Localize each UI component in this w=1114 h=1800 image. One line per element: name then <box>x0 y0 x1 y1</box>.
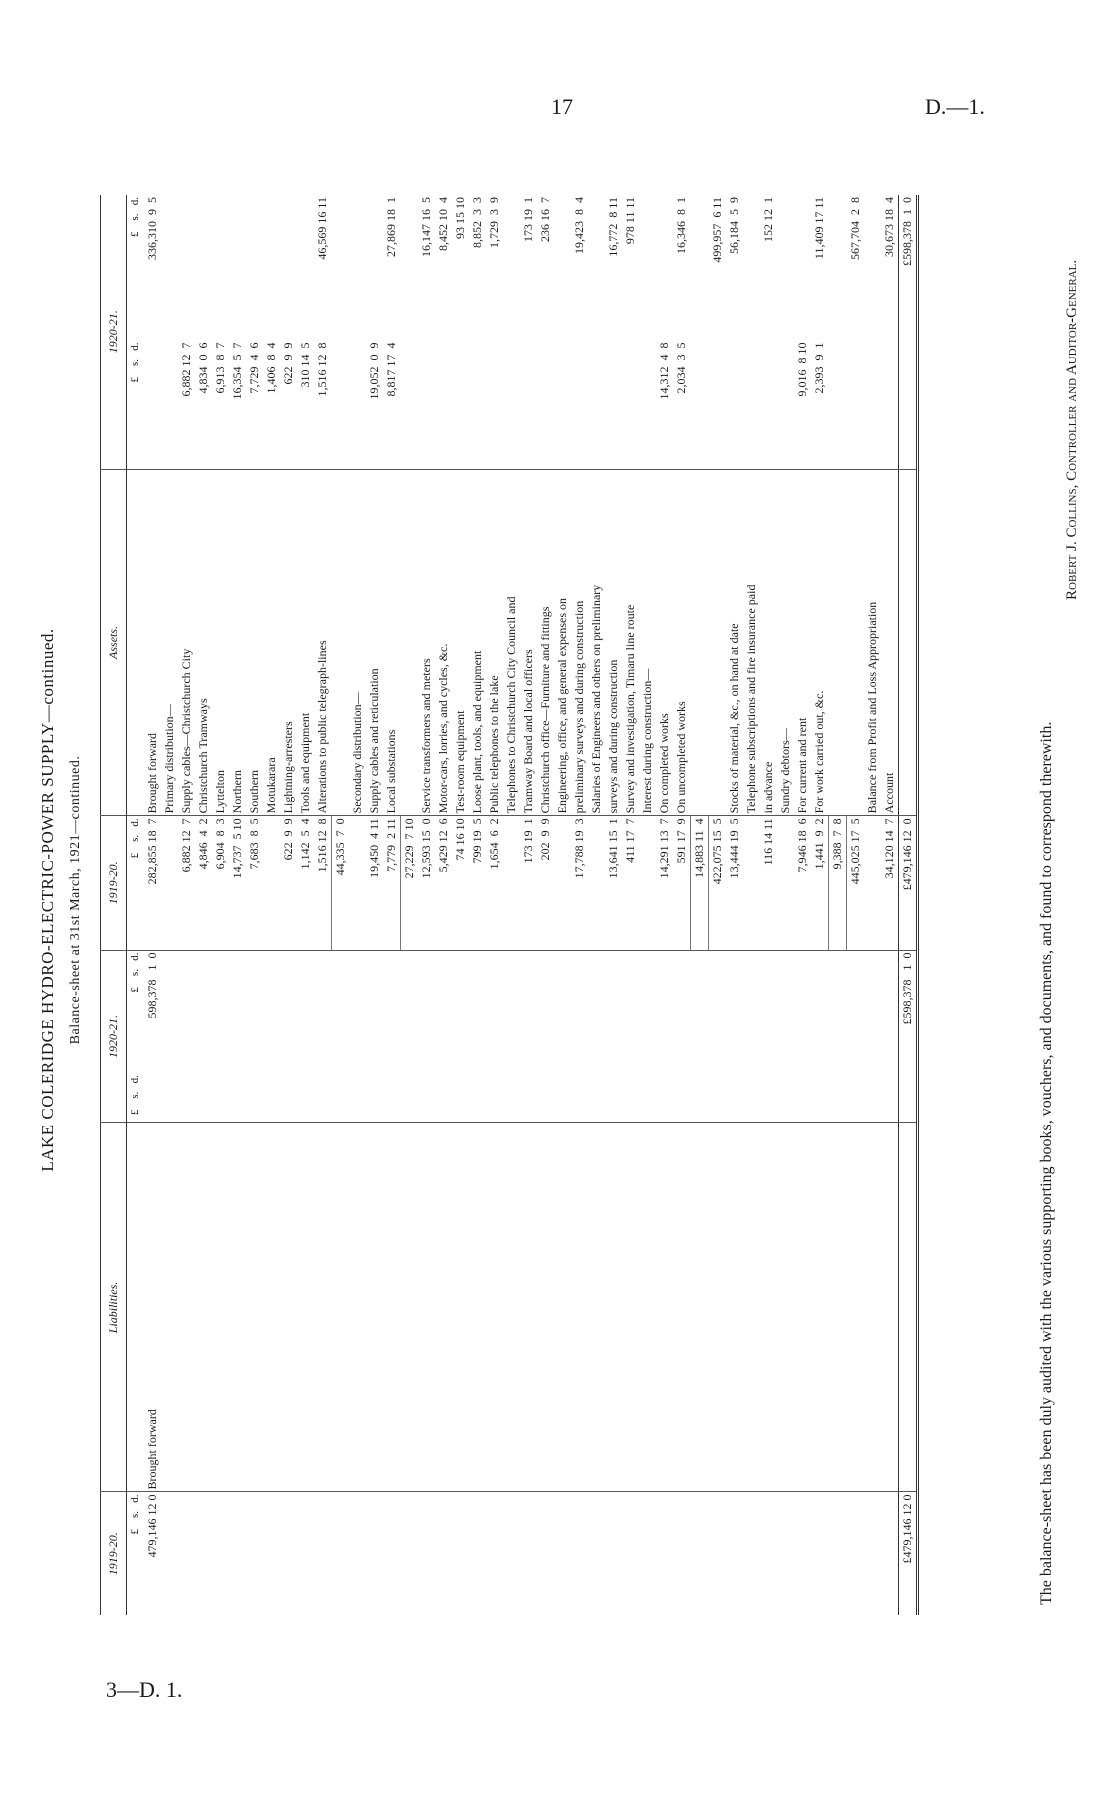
asset-subamount-1921: 6,882 12 7 <box>179 342 193 397</box>
asset-label: Supply cables—Christchurch City <box>178 469 195 816</box>
document-reference: D.—1. <box>925 94 985 119</box>
header-row <box>101 195 127 1615</box>
asset-amount-1921: 19,423 8 4 <box>572 197 586 254</box>
asset-row <box>486 195 503 1615</box>
asset-row <box>777 195 794 1615</box>
asset-amount-1921: 46,569 16 11 <box>315 197 329 260</box>
asset-row <box>622 195 639 1615</box>
asset-subamount-1921 <box>486 340 503 469</box>
asset-amount-1921: 16,147 16 5 <box>419 197 433 257</box>
asset-row <box>297 195 314 1615</box>
asset-label: Alterations to public telegraph-lines <box>314 469 332 816</box>
asset-label: Service transformers and meters <box>418 469 435 816</box>
asset-amount-1921 <box>246 195 263 340</box>
asset-subamount-1921: 310 14 5 <box>298 342 312 388</box>
asset-1921-header: 1920-21. <box>101 195 127 469</box>
asset-row <box>881 195 899 1615</box>
asset-label: Balance from Profit and Loss Appropriation <box>864 469 881 816</box>
asset-amount-1920: 1,654 6 2 <box>486 816 503 950</box>
unit-label: £ s. d. <box>127 816 145 950</box>
asset-subamount-1921: 7,729 4 6 <box>247 342 261 394</box>
asset-amount-1920: 13,641 15 1 <box>605 816 622 950</box>
asset-row <box>144 195 161 1615</box>
asset-amount-1921: 499,957 6 11 <box>709 197 724 263</box>
asset-label: On completed works <box>656 469 673 816</box>
asset-row <box>503 195 520 1615</box>
totals-row <box>899 195 918 1615</box>
asset-amount-1921 <box>656 195 673 340</box>
asset-row <box>418 195 435 1615</box>
liab-total-1920: £479,146 12 0 <box>899 1492 918 1615</box>
asset-row <box>263 195 280 1615</box>
asset-amount-1920 <box>588 816 605 950</box>
sheet-title: LAKE COLERIDGE HYDRO-ELECTRIC-POWER SUPPLY—continued. <box>38 628 57 1172</box>
asset-subamount-1921 <box>639 340 656 469</box>
asset-subamount-1921 <box>554 340 571 469</box>
asset-row <box>435 195 452 1615</box>
asset-subamount-1921: 19,052 0 9 <box>367 342 381 400</box>
asset-amount-1921 <box>639 195 656 340</box>
asset-amount-1921 <box>401 195 419 340</box>
asset-subamount-1921 <box>881 340 899 469</box>
asset-amount-1920: 622 9 9 <box>280 816 297 950</box>
asset-amount-1921 <box>864 195 881 340</box>
asset-amount-1920: 34,120 14 7 <box>881 816 899 950</box>
asset-row <box>571 195 588 1615</box>
asset-amount-1921 <box>229 195 246 340</box>
asset-subamount-1921 <box>571 340 588 469</box>
asset-label: Secondary distribution— <box>349 469 366 816</box>
asset-subamount-1921 <box>709 340 727 469</box>
asset-row <box>554 195 571 1615</box>
asset-row <box>709 195 727 1615</box>
asset-label <box>709 469 727 816</box>
asset-row <box>811 195 829 1615</box>
asset-amount-1920: 13,444 19 5 <box>726 816 743 950</box>
unit-label: £ s. d. <box>129 197 141 238</box>
asset-amount-1920: 6,882 12 7 <box>178 816 195 950</box>
asset-label: preliminary surveys and during construction <box>571 469 588 816</box>
asset-subamount-1921 <box>726 340 743 469</box>
asset-amount-1921 <box>280 195 297 340</box>
asset-amount-1920: 27,229 7 10 <box>401 816 419 950</box>
asset-label: Supply cables and reticulation <box>366 469 383 816</box>
asset-label: Christchurch office—Furniture and fittings <box>537 469 554 816</box>
asset-amount-1921: 27,869 18 1 <box>384 197 398 257</box>
asset-label: Motor-cars, lorries, and cycles, &c. <box>435 469 452 816</box>
asset-row <box>864 195 881 1615</box>
asset-amount-1921: 567,704 2 8 <box>847 197 862 260</box>
asset-row <box>639 195 656 1615</box>
asset-amount-1920: 116 14 11 <box>760 816 777 950</box>
asset-label: For work carried out, &c. <box>811 469 829 816</box>
asset-row <box>691 195 709 1615</box>
asset-label: Tools and equipment <box>297 469 314 816</box>
asset-amount-1920: 202 9 9 <box>537 816 554 950</box>
asset-amount-1921 <box>332 195 350 340</box>
asset-row <box>537 195 554 1615</box>
asset-subamount-1921: 2,393 9 1 <box>812 342 826 394</box>
asset-amount-1921: 16,346 8 1 <box>674 197 688 254</box>
asset-row <box>229 195 246 1615</box>
asset-subamount-1921: 1,406 8 4 <box>264 342 278 394</box>
asset-amount-1920 <box>503 816 520 950</box>
unit-label: £ s. d. <box>129 342 141 383</box>
asset-amount-1921: 236 16 7 <box>538 197 552 242</box>
asset-label <box>829 469 847 816</box>
asset-row <box>246 195 263 1615</box>
page-number: 17 <box>551 94 573 119</box>
assets-header: Assets. <box>101 469 127 816</box>
asset-label: Southern <box>246 469 263 816</box>
asset-subamount-1921: 4,834 0 6 <box>196 342 210 394</box>
asset-label: Primary distribution— <box>161 469 178 816</box>
asset-amount-1920: 7,946 18 6 <box>794 816 811 950</box>
asset-subamount-1921 <box>418 340 435 469</box>
asset-amount-1921 <box>829 195 847 340</box>
asset-label <box>847 469 865 816</box>
asset-row <box>588 195 605 1615</box>
liabilities-header: Liabilities. <box>101 1123 127 1492</box>
asset-amount-1921: 1,729 3 9 <box>487 197 501 248</box>
asset-row <box>743 195 760 1615</box>
asset-amount-1920: 14,291 13 7 <box>656 816 673 950</box>
asset-amount-1920: 14,737 5 10 <box>229 816 246 950</box>
asset-subamount-1921: 6,913 8 7 <box>213 342 227 394</box>
asset-subamount-1921: 1,516 12 8 <box>315 342 329 397</box>
asset-amount-1921: 978 11 11 <box>623 197 637 245</box>
balance-sheet-table <box>100 195 919 1615</box>
asset-amount-1921 <box>794 195 811 340</box>
asset-amount-1920: 173 19 1 <box>520 816 537 950</box>
asset-row <box>452 195 469 1615</box>
asset-row <box>469 195 486 1615</box>
asset-label: Northern <box>229 469 246 816</box>
asset-row <box>349 195 366 1615</box>
asset-amount-1921 <box>588 195 605 340</box>
asset-row <box>829 195 847 1615</box>
asset-label: Tramway Board and local officers <box>520 469 537 816</box>
asset-1920-header: 1919-20. <box>101 816 127 950</box>
asset-amount-1921 <box>263 195 280 340</box>
asset-amount-1920: 4,846 4 2 <box>195 816 212 950</box>
asset-subamount-1921: 9,016 8 10 <box>795 342 809 397</box>
asset-amount-1921: 336,310 9 5 <box>145 197 159 260</box>
asset-subamount-1921 <box>829 340 847 469</box>
asset-subamount-1921 <box>588 340 605 469</box>
asset-amount-1920: 1,441 9 2 <box>811 816 829 950</box>
asset-amount-1921 <box>349 195 366 340</box>
asset-row <box>366 195 383 1615</box>
asset-label <box>691 469 709 816</box>
auditor-signature: Robert J. Collins, Controller and Auditor-General. <box>1064 259 1080 600</box>
asset-subamount-1921 <box>503 340 520 469</box>
unit-label: £ s. d. <box>127 1492 145 1615</box>
asset-subamount-1921 <box>144 340 161 469</box>
asset-amount-1921 <box>743 195 760 340</box>
asset-amount-1921: 173 19 1 <box>521 197 535 242</box>
asset-amount-1921 <box>178 195 195 340</box>
asset-label <box>401 469 419 816</box>
asset-amount-1920: 591 17 9 <box>673 816 691 950</box>
asset-amount-1920: 17,788 19 3 <box>571 816 588 950</box>
asset-label: Stocks of material, &c., on hand at date <box>726 469 743 816</box>
audit-statement: The balance-sheet has been duly audited with the various supporting books, vouchers, and documents, and found to correspond therewith. <box>1038 721 1055 1605</box>
liab-total-1921: £598,378 1 0 <box>899 950 918 1073</box>
asset-subamount-1921 <box>743 340 760 469</box>
asset-row <box>195 195 212 1615</box>
asset-amount-1920 <box>263 816 280 950</box>
asset-amount-1920: 44,335 7 0 <box>332 816 350 950</box>
asset-amount-1920: 422,075 15 5 <box>709 816 727 950</box>
asset-subamount-1921 <box>691 340 709 469</box>
asset-amount-1920: 1,516 12 8 <box>314 816 332 950</box>
asset-subamount-1921: 2,034 3 5 <box>674 342 688 394</box>
asset-amount-1920 <box>554 816 571 950</box>
asset-label: Test-room equipment <box>452 469 469 816</box>
asset-label: Engineering, office, and general expenses on <box>554 469 571 816</box>
asset-subamount-1921: 14,312 4 8 <box>657 342 671 400</box>
asset-amount-1920: 7,779 2 11 <box>383 816 401 950</box>
asset-amount-1921 <box>195 195 212 340</box>
asset-amount-1920: 12,593 15 0 <box>418 816 435 950</box>
asset-subamount-1921 <box>401 340 419 469</box>
unit-label: £ s. d. <box>127 950 145 1073</box>
sheet-subtitle: Balance-sheet at 31st March, 1921—continued. <box>68 755 83 1045</box>
asset-amount-1920 <box>349 816 366 950</box>
asset-row <box>520 195 537 1615</box>
asset-subamount-1921 <box>847 340 865 469</box>
unit-label: £ s. d. <box>129 1075 141 1116</box>
asset-amount-1920: 9,388 7 8 <box>829 816 847 950</box>
asset-label: Telephones to Christchurch City Council and <box>503 469 520 816</box>
liab-bf-1920: 479,146 12 0 <box>144 1492 161 1615</box>
asset-subamount-1921 <box>864 340 881 469</box>
asset-subamount-1921 <box>452 340 469 469</box>
liab-bf-1921: 598,378 1 0 <box>144 950 161 1073</box>
asset-amount-1920: 1,142 5 4 <box>297 816 314 950</box>
asset-amount-1921 <box>777 195 794 340</box>
asset-amount-1921 <box>212 195 229 340</box>
asset-row <box>314 195 332 1615</box>
asset-label: Christchurch Tramways <box>195 469 212 816</box>
asset-subamount-1921 <box>777 340 794 469</box>
asset-label: Lyttelton <box>212 469 229 816</box>
asset-row <box>212 195 229 1615</box>
asset-label: Motukarara <box>263 469 280 816</box>
asset-amount-1921: 30,673 18 4 <box>882 197 896 257</box>
asset-subamount-1921 <box>161 340 178 469</box>
asset-row <box>847 195 865 1615</box>
asset-amount-1920 <box>161 816 178 950</box>
asset-label: Account <box>881 469 899 816</box>
asset-amount-1920 <box>777 816 794 950</box>
liab-1920-header: 1919-20. <box>101 1492 127 1615</box>
asset-amount-1921 <box>691 195 709 340</box>
units-row <box>127 195 145 1615</box>
asset-row <box>726 195 743 1615</box>
asset-amount-1921 <box>554 195 571 340</box>
asset-subamount-1921 <box>469 340 486 469</box>
asset-label: Local substations <box>383 469 401 816</box>
liab-bf-label: Brought forward <box>144 1123 161 1492</box>
liab-1921-header: 1920-21. <box>101 950 127 1123</box>
asset-amount-1920: 74 16 10 <box>452 816 469 950</box>
asset-row <box>383 195 401 1615</box>
asset-amount-1921 <box>297 195 314 340</box>
asset-subamount-1921 <box>760 340 777 469</box>
asset-subamount-1921: 622 9 9 <box>281 342 295 385</box>
asset-label: For current and rent <box>794 469 811 816</box>
asset-row <box>161 195 178 1615</box>
asset-amount-1920: 19,450 4 11 <box>366 816 383 950</box>
asset-subamount-1921 <box>520 340 537 469</box>
asset-subamount-1921 <box>332 340 350 469</box>
asset-row <box>332 195 350 1615</box>
asset-subamount-1921 <box>349 340 366 469</box>
asset-label: Telephone subscriptions and fire insurance paid <box>743 469 760 816</box>
asset-subamount-1921 <box>622 340 639 469</box>
asset-amount-1920 <box>743 816 760 950</box>
asset-label: Salaries of Engineers and others on preliminary <box>588 469 605 816</box>
asset-label: Public telephones to the lake <box>486 469 503 816</box>
asset-label: Interest during construction— <box>639 469 656 816</box>
asset-subamount-1921: 16,354 5 7 <box>230 342 244 400</box>
asset-row <box>178 195 195 1615</box>
asset-row <box>605 195 622 1615</box>
asset-row <box>760 195 777 1615</box>
asset-amount-1921 <box>503 195 520 340</box>
asset-row <box>656 195 673 1615</box>
asset-amount-1920: 5,429 12 6 <box>435 816 452 950</box>
asset-amount-1920 <box>639 816 656 950</box>
asset-amount-1920: 14,883 11 4 <box>691 816 709 950</box>
asset-subamount-1921 <box>435 340 452 469</box>
asset-amount-1921: 93 15 10 <box>453 197 467 239</box>
signature-reference: 3—D. 1. <box>106 1677 183 1702</box>
asset-subamount-1921: 8,817 17 4 <box>384 342 398 397</box>
asset-amount-1920: 411 17 7 <box>622 816 639 950</box>
asset-row <box>794 195 811 1615</box>
asset-amount-1920: 7,683 8 5 <box>246 816 263 950</box>
asset-amount-1920: 799 19 5 <box>469 816 486 950</box>
asset-label: Survey and investigation, Timaru line route <box>622 469 639 816</box>
asset-label: Lightning-arresters <box>280 469 297 816</box>
rotated-balance-sheet <box>0 140 1110 1660</box>
asset-label: On uncompleted works <box>673 469 691 816</box>
asset-amount-1921 <box>161 195 178 340</box>
asset-total-1921: £598,378 1 0 <box>899 195 918 340</box>
asset-amount-1921: 16,772 8 11 <box>606 197 620 257</box>
asset-amount-1921: 8,452 10 4 <box>436 197 450 251</box>
asset-subamount-1921 <box>537 340 554 469</box>
asset-amount-1920 <box>864 816 881 950</box>
asset-label <box>332 469 350 816</box>
asset-label: Brought forward <box>144 469 161 816</box>
asset-amount-1921: 152 12 1 <box>761 197 775 242</box>
asset-row <box>673 195 691 1615</box>
asset-amount-1921: 8,852 3 3 <box>470 197 484 248</box>
asset-row <box>280 195 297 1615</box>
asset-label: surveys and during construction <box>605 469 622 816</box>
asset-label: in advance <box>760 469 777 816</box>
asset-label: Sundry debtors— <box>777 469 794 816</box>
asset-amount-1921: 11,409 17 11 <box>812 197 826 260</box>
asset-amount-1920: 282,855 18 7 <box>144 816 161 950</box>
asset-amount-1921: 56,184 5 9 <box>727 197 741 254</box>
asset-total-1920: £479,146 12 0 <box>899 816 918 950</box>
asset-row <box>401 195 419 1615</box>
asset-amount-1920: 445,025 17 5 <box>847 816 865 950</box>
asset-subamount-1921 <box>605 340 622 469</box>
asset-amount-1921 <box>366 195 383 340</box>
asset-amount-1920: 6,904 8 3 <box>212 816 229 950</box>
asset-label: Loose plant, tools, and equipment <box>469 469 486 816</box>
